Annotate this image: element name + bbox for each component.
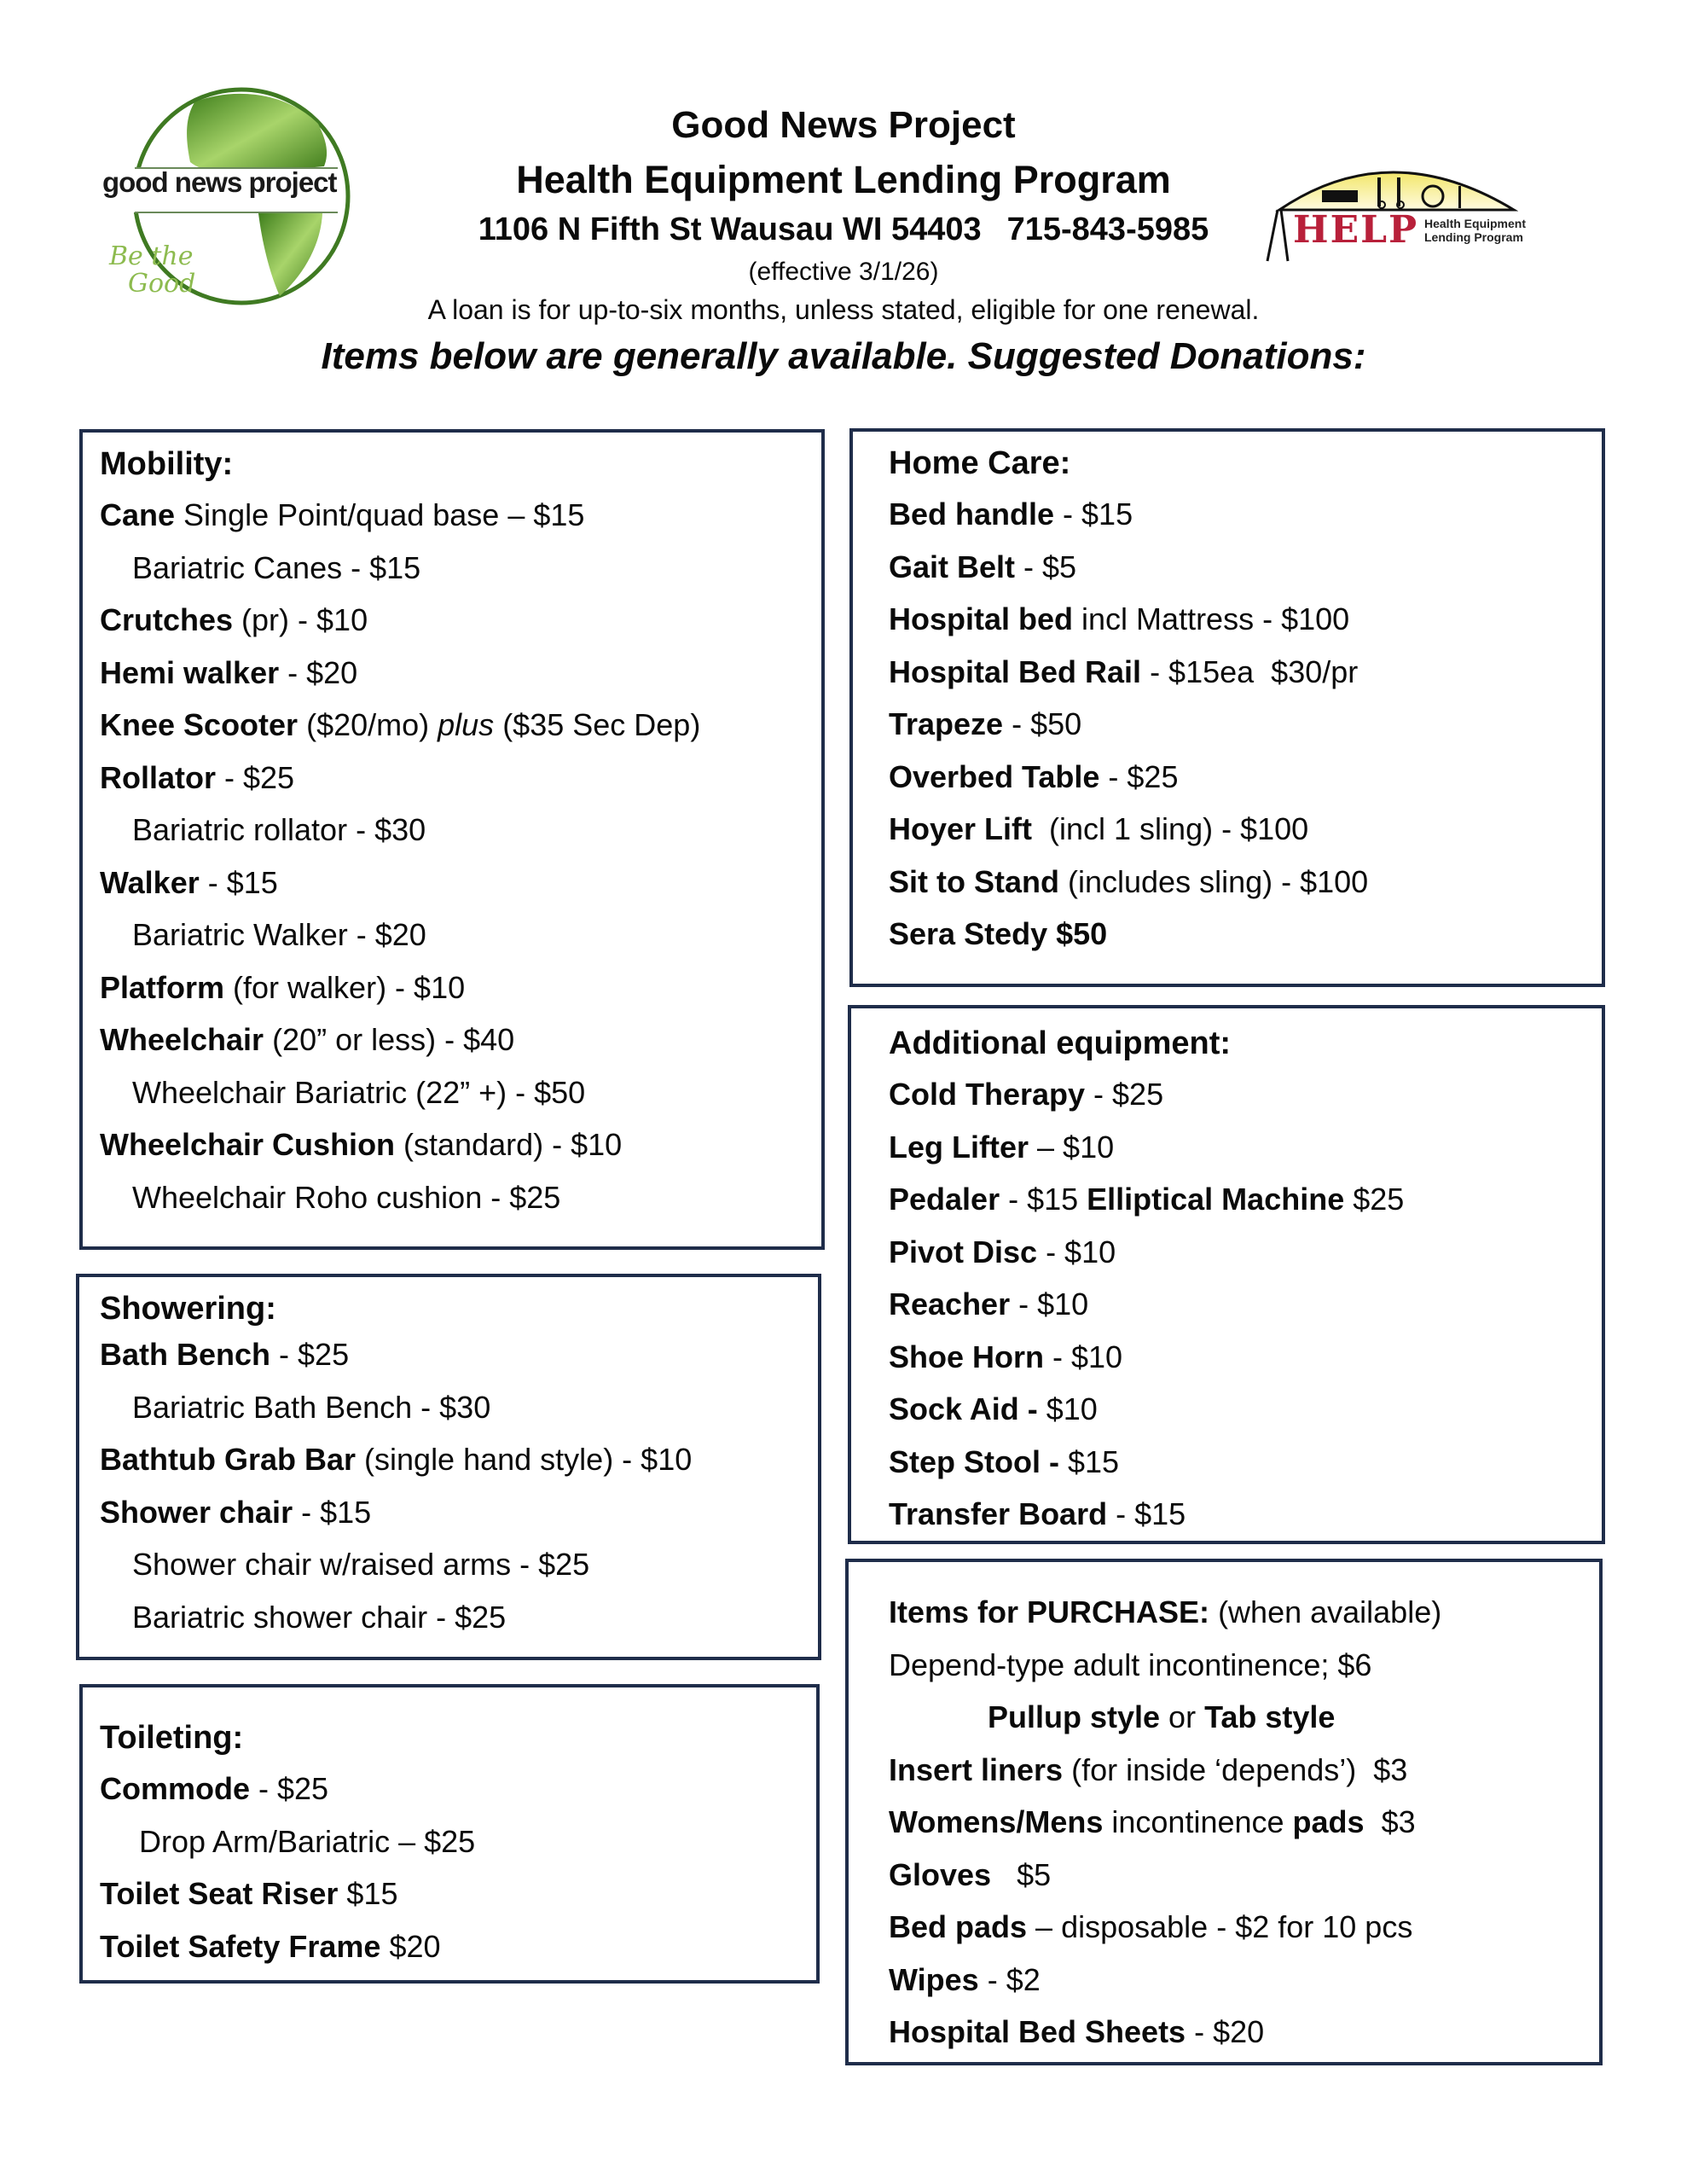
- item-name: pads: [1292, 1804, 1365, 1839]
- list-item: [889, 1436, 1602, 1489]
- item-name: Leg Lifter: [889, 1129, 1029, 1165]
- item-detail: (when available): [1209, 1594, 1442, 1629]
- item-name: Hospital Bed Rail: [889, 653, 1142, 689]
- item-name: Items for PURCHASE:: [889, 1594, 1210, 1629]
- list-item: [889, 593, 1602, 646]
- address-line: [0, 212, 1687, 248]
- item-detail: Drop Arm/Bariatric – $25: [139, 1823, 476, 1859]
- list-item: [100, 489, 821, 542]
- item-detail: - $15: [1054, 497, 1133, 531]
- list-item: [889, 2006, 1599, 2059]
- item-detail: plus: [438, 707, 495, 742]
- section-title: Additional equipment:: [889, 1025, 1232, 1061]
- item-detail: $5: [991, 1856, 1052, 1892]
- item-detail: (for walker) - $10: [224, 969, 466, 1005]
- list-item: [889, 803, 1602, 856]
- item-detail: - $15ea $30/pr: [1141, 653, 1359, 689]
- item-name: Hospital bed: [889, 601, 1074, 636]
- list-item: [100, 1538, 818, 1591]
- list-item: [100, 1381, 818, 1434]
- list-item: [889, 1849, 1599, 1902]
- item-detail: Wheelchair Roho cushion - $25: [132, 1179, 561, 1215]
- list-item: [889, 1744, 1599, 1797]
- item-detail: – $10: [1029, 1129, 1115, 1165]
- item-name: Cane: [100, 497, 176, 532]
- list-item: [889, 908, 1602, 961]
- item-detail: - $20: [1186, 2014, 1265, 2049]
- list-item: [889, 856, 1602, 909]
- item-detail: – disposable - $2 for 10 pcs: [1027, 1909, 1413, 1944]
- item-detail: - $15: [293, 1494, 372, 1530]
- item-detail: $15: [1059, 1443, 1120, 1479]
- list-item: [889, 1121, 1602, 1174]
- item-name: Tab style: [1204, 1699, 1336, 1734]
- item-name: Shower chair: [100, 1494, 293, 1530]
- list-item: [889, 646, 1602, 699]
- item-name: Sit to Stand: [889, 863, 1059, 899]
- section-title: Home Care:: [889, 445, 1071, 481]
- item-detail: ($35 Sec Dep): [494, 707, 701, 742]
- item-detail: (single hand style) - $10: [356, 1442, 693, 1477]
- help-fullname: Health Equipment Lending Program: [1424, 217, 1527, 244]
- item-name: Womens/Mens: [889, 1804, 1104, 1839]
- item-detail: Bariatric rollator - $30: [132, 812, 426, 847]
- item-detail: Bariatric Bath Bench - $30: [132, 1389, 491, 1425]
- item-name: Step Stool -: [889, 1443, 1059, 1479]
- phone: 715-843-5985: [1006, 212, 1209, 247]
- item-name: Rollator: [100, 759, 217, 795]
- item-name: Toilet Safety Frame: [100, 1928, 381, 1964]
- item-detail: - $2: [978, 1961, 1041, 1997]
- list-item: [100, 1591, 818, 1644]
- page-subtitle: Health Equipment Lending Program: [516, 158, 1171, 201]
- item-detail: (includes sling) - $100: [1059, 863, 1369, 899]
- list-item: [889, 1691, 1599, 1744]
- item-detail: $15: [338, 1876, 398, 1911]
- item-name: Crutches: [100, 602, 234, 637]
- item-name: Pullup style: [988, 1699, 1161, 1734]
- item-detail: incontinence: [1103, 1804, 1293, 1839]
- list-item: [889, 698, 1602, 751]
- logo-tagline: Be the Good: [109, 241, 196, 299]
- item-name: Sock Aid -: [889, 1391, 1038, 1426]
- item-detail: (pr) - $10: [233, 602, 368, 637]
- item-name: Cold Therapy: [889, 1077, 1086, 1112]
- list-item: [100, 1763, 816, 1815]
- item-name: Reacher: [889, 1287, 1011, 1321]
- list-item: [100, 909, 821, 961]
- item-detail: - $20: [279, 654, 358, 690]
- list-item: [889, 1383, 1602, 1436]
- item-detail: - $10: [1044, 1339, 1123, 1374]
- list-item: [100, 1171, 821, 1224]
- item-detail: - $50: [1003, 706, 1082, 741]
- list-item: [889, 1796, 1599, 1849]
- item-detail: - $25: [270, 1337, 350, 1372]
- list-item: [889, 1173, 1602, 1226]
- item-name: Trapeze: [889, 706, 1004, 741]
- list-item: [100, 1867, 816, 1920]
- item-detail: - $15: [1000, 1182, 1087, 1217]
- item-name: Wheelchair Cushion: [100, 1127, 396, 1162]
- item-detail: (20” or less) - $40: [264, 1022, 515, 1057]
- section-title: [889, 1586, 1599, 1639]
- item-detail: or: [1160, 1699, 1205, 1734]
- list-item: [100, 857, 821, 909]
- item-name: Toilet Seat Riser: [100, 1876, 339, 1911]
- item-detail: - $15: [199, 864, 278, 900]
- section-additional-equipment: [848, 1005, 1605, 1544]
- list-item: [100, 961, 821, 1014]
- list-item: [889, 1639, 1599, 1692]
- list-item: [100, 1014, 821, 1066]
- list-item: [100, 1815, 816, 1868]
- item-detail: - $5: [1015, 549, 1077, 584]
- item-detail: incl Mattress - $100: [1073, 601, 1350, 636]
- item-detail: ($20/mo): [298, 707, 438, 742]
- section-home-care: [849, 428, 1605, 987]
- page-title: Good News Project: [671, 104, 1016, 146]
- list-item: [100, 1433, 818, 1486]
- section-items-for-purchase: [845, 1559, 1603, 2065]
- item-name: Transfer Board: [889, 1496, 1108, 1531]
- item-name: Overbed Table: [889, 758, 1100, 794]
- list-item: [100, 699, 821, 752]
- item-name: Hemi walker: [100, 654, 280, 690]
- item-detail: - $10: [1010, 1287, 1089, 1321]
- list-item: [889, 488, 1602, 541]
- list-item: [889, 1901, 1599, 1954]
- list-item: [100, 594, 821, 647]
- item-detail: (standard) - $10: [395, 1127, 623, 1162]
- item-detail: - $25: [1099, 758, 1179, 794]
- item-name: Pivot Disc: [889, 1234, 1038, 1269]
- list-item: [889, 1278, 1602, 1331]
- item-detail: Wheelchair Bariatric (22” +) - $50: [132, 1074, 586, 1110]
- section-title: Mobility:: [100, 446, 234, 482]
- item-name: Pedaler: [889, 1182, 1000, 1217]
- item-detail: - $25: [1085, 1077, 1164, 1112]
- help-acronym: HELP: [1293, 208, 1419, 252]
- item-name: Insert liners: [889, 1751, 1064, 1787]
- item-name: Wipes: [889, 1961, 979, 1997]
- loan-note: A loan is for up-to-six months, unless stated, eligible for one renewal.: [427, 294, 1260, 325]
- list-item: [889, 1226, 1602, 1279]
- item-detail: Depend-type adult incontinence; $6: [889, 1647, 1372, 1682]
- section-toileting: [79, 1684, 820, 1984]
- item-detail: $10: [1037, 1391, 1098, 1426]
- item-name: Wheelchair: [100, 1022, 264, 1057]
- item-detail: (for inside ‘depends’) $3: [1063, 1751, 1408, 1787]
- list-item: [889, 541, 1602, 594]
- logo-wordmark: good news project: [102, 166, 337, 198]
- list-item: [889, 1331, 1602, 1384]
- list-item: [889, 1068, 1602, 1121]
- item-name: Shoe Horn: [889, 1339, 1045, 1374]
- item-name: Elliptical Machine: [1087, 1182, 1345, 1217]
- item-detail: $3: [1364, 1804, 1416, 1839]
- item-detail: Bariatric Walker - $20: [132, 917, 426, 952]
- list-item: [100, 1486, 818, 1539]
- item-detail: (incl 1 sling) - $100: [1032, 811, 1309, 846]
- item-detail: Shower chair w/raised arms - $25: [132, 1547, 590, 1582]
- item-name: Bed pads: [889, 1909, 1028, 1944]
- item-name: Bathtub Grab Bar: [100, 1442, 357, 1477]
- list-item: [100, 804, 821, 857]
- list-item: [100, 542, 821, 595]
- item-detail: - $15: [1107, 1496, 1186, 1531]
- item-name: Sera Stedy $50: [889, 916, 1108, 951]
- availability-note: Items below are generally available. Suggested Donations:: [321, 335, 1366, 377]
- item-name: Hoyer Lift: [889, 811, 1033, 846]
- section-title: Toileting:: [100, 1720, 244, 1756]
- item-name: Bed handle: [889, 497, 1055, 531]
- item-detail: Single Point/quad base – $15: [175, 497, 585, 532]
- item-name: Hospital Bed Sheets: [889, 2014, 1186, 2049]
- item-detail: - $25: [250, 1771, 329, 1806]
- item-detail: - $25: [216, 759, 295, 795]
- item-name: Gait Belt: [889, 549, 1016, 584]
- item-name: Commode: [100, 1771, 251, 1806]
- list-item: [100, 1118, 821, 1171]
- effective-date: (effective 3/1/26): [748, 258, 939, 286]
- item-detail: $25: [1344, 1182, 1405, 1217]
- list-item: [889, 1954, 1599, 2007]
- list-item: [100, 1328, 818, 1381]
- item-name: Gloves: [889, 1856, 992, 1892]
- list-item: [889, 1488, 1602, 1541]
- section-showering: [76, 1274, 821, 1660]
- item-detail: - $10: [1037, 1234, 1116, 1269]
- address: 1106 N Fifth St Wausau WI 54403: [478, 212, 982, 247]
- item-name: Walker: [100, 864, 200, 900]
- list-item: [100, 1066, 821, 1119]
- section-title: Showering:: [100, 1291, 276, 1327]
- list-item: [889, 751, 1602, 804]
- list-item: [100, 752, 821, 804]
- item-detail: Bariatric shower chair - $25: [132, 1599, 507, 1635]
- item-name: Platform: [100, 969, 225, 1005]
- item-name: Bath Bench: [100, 1337, 271, 1372]
- list-item: [100, 1920, 816, 1973]
- item-detail: $20: [380, 1928, 441, 1964]
- item-name: Knee Scooter: [100, 707, 299, 742]
- section-mobility: [79, 429, 825, 1250]
- item-detail: Bariatric Canes - $15: [132, 549, 421, 585]
- list-item: [100, 647, 821, 700]
